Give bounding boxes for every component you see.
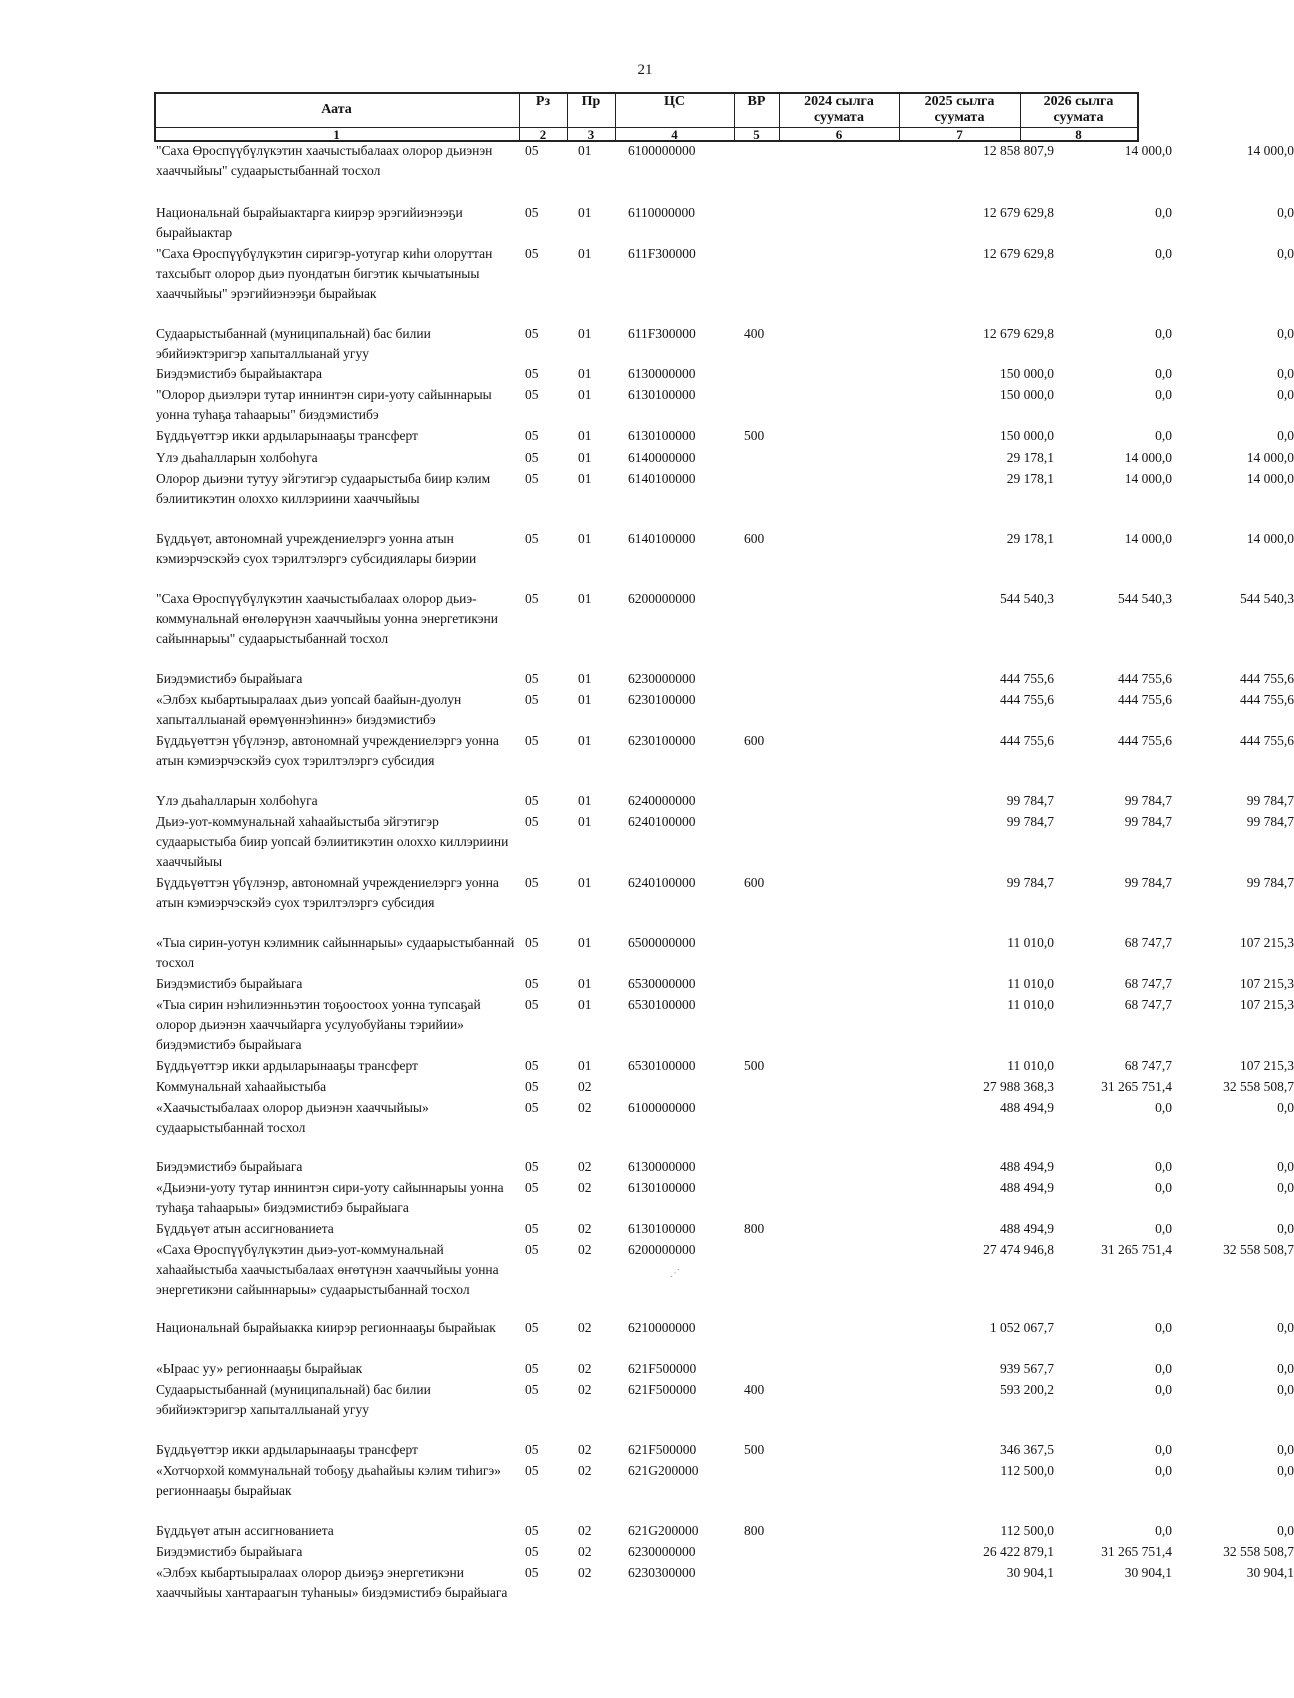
row-cs: 6100000000 <box>628 143 696 158</box>
row-pr: 02 <box>578 1242 592 1257</box>
row-value-2026: 32 558 508,7 <box>1223 1544 1294 1559</box>
row-rz: 05 <box>525 692 539 707</box>
row-vr: 600 <box>744 733 765 748</box>
row-pr: 01 <box>578 671 592 686</box>
row-vr: 600 <box>744 875 765 890</box>
row-rz: 05 <box>525 205 539 220</box>
row-pr: 02 <box>578 1544 592 1559</box>
row-rz: 05 <box>525 1565 539 1580</box>
row-pr: 01 <box>578 246 592 261</box>
row-name: Бүддьүөт атын ассигнованиета <box>156 1221 334 1236</box>
row-value-2024: 99 784,7 <box>1006 793 1054 808</box>
row-rz: 05 <box>525 591 539 606</box>
row-value-2024: 12 679 629,8 <box>983 246 1054 261</box>
row-value-2024: 26 422 879,1 <box>983 1544 1054 1559</box>
row-vr: 400 <box>744 326 765 341</box>
row-rz: 05 <box>525 875 539 890</box>
row-value-2024: 11 010,0 <box>1007 1058 1054 1073</box>
column-number: 6 <box>835 127 843 142</box>
row-value-2026: 0,0 <box>1277 1180 1294 1195</box>
row-name: Бүддьүөттэр икки ардыларынааҕы трансферт <box>156 428 418 443</box>
row-value-2026: 0,0 <box>1277 1221 1294 1236</box>
row-name: «Элбэх кыбартыыралаах дьиэ уопсай баайын-дуолун хапыталлыанай өрөмүөннэһиннэ» биэдэмистибэ <box>156 692 462 727</box>
row-value-2024: 444 755,6 <box>1000 733 1054 748</box>
row-vr: 400 <box>744 1382 765 1397</box>
row-cs: 6130000000 <box>628 366 696 381</box>
column-number: 5 <box>753 127 760 142</box>
row-value-2024: 1 052 067,7 <box>989 1320 1054 1335</box>
row-value-2024: 150 000,0 <box>1000 366 1054 381</box>
row-cs: 621G200000 <box>628 1463 699 1478</box>
row-value-2025: 0,0 <box>1155 366 1172 381</box>
row-value-2025: 14 000,0 <box>1124 450 1172 465</box>
row-value-2024: 99 784,7 <box>1006 875 1054 890</box>
row-pr: 02 <box>578 1361 592 1376</box>
row-value-2025: 31 265 751,4 <box>1101 1079 1172 1094</box>
row-value-2026: 14 000,0 <box>1246 531 1294 546</box>
row-vr: 600 <box>744 531 765 546</box>
row-value-2026: 99 784,7 <box>1246 793 1294 808</box>
row-value-2026: 32 558 508,7 <box>1223 1242 1294 1257</box>
row-value-2024: 112 500,0 <box>1000 1463 1054 1478</box>
row-cs: 611F300000 <box>628 246 696 261</box>
row-cs: 6200000000 <box>628 591 696 606</box>
row-vr: 500 <box>744 1442 765 1457</box>
row-value-2025: 99 784,7 <box>1124 793 1172 808</box>
row-rz: 05 <box>525 997 539 1012</box>
row-value-2025: 68 747,7 <box>1124 935 1172 950</box>
row-rz: 05 <box>525 1463 539 1478</box>
row-value-2024: 11 010,0 <box>1007 935 1054 950</box>
row-rz: 05 <box>525 1221 539 1236</box>
row-name: «Хаачыстыбалаах олорор дьиэнэн хааччыйыы» судаарыстыбаннай тосхол <box>156 1100 429 1135</box>
row-pr: 01 <box>578 935 592 950</box>
column-number: 8 <box>1075 127 1082 142</box>
row-rz: 05 <box>525 428 539 443</box>
row-value-2025: 544 540,3 <box>1118 591 1172 606</box>
row-value-2025: 0,0 <box>1155 205 1172 220</box>
row-pr: 01 <box>578 997 592 1012</box>
row-value-2026: 32 558 508,7 <box>1223 1079 1294 1094</box>
row-value-2026: 0,0 <box>1277 1361 1294 1376</box>
row-name: «Хотчорхой коммунальнай тобоҕу дьаһайыы кэлим тиһигэ» регионнааҕы бырайыак <box>156 1463 501 1498</box>
table-header <box>154 92 1139 140</box>
row-rz: 05 <box>525 531 539 546</box>
row-value-2024: 488 494,9 <box>1000 1221 1054 1236</box>
row-cs: 6130100000 <box>628 387 696 402</box>
row-value-2025: 444 755,6 <box>1118 692 1172 707</box>
row-rz: 05 <box>525 1100 539 1115</box>
row-value-2024: 29 178,1 <box>1006 471 1054 486</box>
row-pr: 02 <box>578 1523 592 1538</box>
row-value-2024: 29 178,1 <box>1006 531 1054 546</box>
row-value-2024: 593 200,2 <box>1000 1382 1054 1397</box>
header-vr: ВР <box>747 94 766 109</box>
row-value-2026: 30 904,1 <box>1246 1565 1294 1580</box>
row-rz: 05 <box>525 450 539 465</box>
row-name: Бүддьүөт атын ассигнованиета <box>156 1523 334 1538</box>
header-pr: Пр <box>581 94 601 109</box>
row-value-2026: 0,0 <box>1277 366 1294 381</box>
row-name: «Элбэх кыбартыыралаах олорор дьиэҕэ энергетикэни хааччыйыы хантараагын туһаныы» биэдэмистибэ бырайыага <box>156 1565 508 1600</box>
row-name: Биэдэмистибэ бырайыага <box>156 1159 303 1174</box>
row-value-2026: 0,0 <box>1277 387 1294 402</box>
row-value-2026: 0,0 <box>1277 205 1294 220</box>
row-rz: 05 <box>525 1442 539 1457</box>
row-cs: 6500000000 <box>628 935 696 950</box>
row-value-2024: 488 494,9 <box>1000 1159 1054 1174</box>
row-value-2026: 444 755,6 <box>1240 692 1294 707</box>
row-value-2026: 107 215,3 <box>1240 1058 1294 1073</box>
row-name: Дьиэ-уот-коммунальнай хаһаайыстыба эйгэтигэр судаарыстыба биир уопсай бэлиитикэтин олоххо киллэриини хааччыйыы <box>156 814 509 869</box>
row-value-2025: 31 265 751,4 <box>1101 1544 1172 1559</box>
row-value-2025: 0,0 <box>1155 1361 1172 1376</box>
row-pr: 02 <box>578 1159 592 1174</box>
row-value-2024: 99 784,7 <box>1006 814 1054 829</box>
column-number: 7 <box>956 127 963 142</box>
row-rz: 05 <box>525 1159 539 1174</box>
row-pr: 01 <box>578 450 592 465</box>
row-value-2025: 0,0 <box>1155 1320 1172 1335</box>
row-value-2025: 0,0 <box>1155 387 1172 402</box>
row-pr: 01 <box>578 205 592 220</box>
header-vline <box>1137 92 1139 141</box>
row-value-2026: 0,0 <box>1277 1463 1294 1478</box>
row-value-2025: 0,0 <box>1155 326 1172 341</box>
row-pr: 02 <box>578 1463 592 1478</box>
row-rz: 05 <box>525 387 539 402</box>
row-pr: 02 <box>578 1079 592 1094</box>
row-pr: 01 <box>578 814 592 829</box>
column-number: 3 <box>587 127 595 142</box>
row-value-2025: 0,0 <box>1155 1159 1172 1174</box>
row-cs: 6130100000 <box>628 428 696 443</box>
row-name: "Олорор дьиэлэри тутар иннинтэн сири-уоту сайыннарыы уонна туһаҕа таһаарыы" биэдэмистибэ <box>156 387 492 422</box>
row-name: «Дьиэни-уоту тутар иннинтэн сири-уоту сайыннарыы уонна туһаҕа таһаарыы» биэдэмистибэ бырайыага <box>156 1180 504 1215</box>
row-value-2026: 0,0 <box>1277 246 1294 261</box>
row-pr: 01 <box>578 366 592 381</box>
row-pr: 01 <box>578 875 592 890</box>
row-value-2025: 68 747,7 <box>1124 1058 1172 1073</box>
row-rz: 05 <box>525 1523 539 1538</box>
row-pr: 01 <box>578 733 592 748</box>
row-value-2025: 0,0 <box>1155 1382 1172 1397</box>
row-cs: 6130100000 <box>628 1180 696 1195</box>
header-2025: 2025 сылга суумата <box>924 94 995 125</box>
row-value-2024: 12 679 629,8 <box>983 205 1054 220</box>
row-rz: 05 <box>525 366 539 381</box>
row-value-2025: 444 755,6 <box>1118 733 1172 748</box>
row-value-2026: 544 540,3 <box>1240 591 1294 606</box>
row-value-2026: 0,0 <box>1277 326 1294 341</box>
row-value-2024: 27 988 368,3 <box>983 1079 1054 1094</box>
row-pr: 01 <box>578 793 592 808</box>
row-rz: 05 <box>525 1544 539 1559</box>
row-cs: 6140100000 <box>628 471 696 486</box>
row-value-2025: 31 265 751,4 <box>1101 1242 1172 1257</box>
row-pr: 01 <box>578 143 592 158</box>
row-pr: 01 <box>578 387 592 402</box>
row-cs: 6140100000 <box>628 531 696 546</box>
row-vr: 800 <box>744 1523 765 1538</box>
row-value-2025: 14 000,0 <box>1124 531 1172 546</box>
row-value-2025: 99 784,7 <box>1124 814 1172 829</box>
row-name: Биэдэмистибэ бырайыага <box>156 671 303 686</box>
row-value-2026: 14 000,0 <box>1246 471 1294 486</box>
row-rz: 05 <box>525 1242 539 1257</box>
row-pr: 01 <box>578 471 592 486</box>
row-value-2024: 346 367,5 <box>1000 1442 1054 1457</box>
row-cs: 611F300000 <box>628 326 696 341</box>
row-value-2026: 0,0 <box>1277 1442 1294 1457</box>
row-value-2024: 444 755,6 <box>1000 692 1054 707</box>
row-rz: 05 <box>525 671 539 686</box>
row-value-2024: 27 474 946,8 <box>983 1242 1054 1257</box>
row-value-2025: 0,0 <box>1155 1221 1172 1236</box>
row-pr: 01 <box>578 531 592 546</box>
row-rz: 05 <box>525 935 539 950</box>
row-value-2025: 14 000,0 <box>1124 471 1172 486</box>
row-cs: 6100000000 <box>628 1100 696 1115</box>
row-name: Судаарыстыбаннай (муниципальнай) бас билии эбийиэктэригэр хапыталлыанай угуу <box>156 326 431 361</box>
row-rz: 05 <box>525 1320 539 1335</box>
row-value-2024: 150 000,0 <box>1000 387 1054 402</box>
row-cs: 6200000000 <box>628 1242 696 1257</box>
row-cs: 6530000000 <box>628 976 696 991</box>
row-vr: 800 <box>744 1221 765 1236</box>
row-value-2024: 444 755,6 <box>1000 671 1054 686</box>
row-value-2025: 0,0 <box>1155 428 1172 443</box>
row-value-2025: 0,0 <box>1155 1523 1172 1538</box>
row-value-2026: 107 215,3 <box>1240 976 1294 991</box>
row-value-2026: 444 755,6 <box>1240 733 1294 748</box>
row-value-2025: 30 904,1 <box>1124 1565 1172 1580</box>
row-cs: 6230300000 <box>628 1565 696 1580</box>
row-cs: 6240100000 <box>628 875 696 890</box>
row-value-2026: 0,0 <box>1277 1159 1294 1174</box>
row-name: Бүддьүөттэр икки ардыларынааҕы трансферт <box>156 1058 418 1073</box>
row-cs: 6230000000 <box>628 671 696 686</box>
row-value-2026: 107 215,3 <box>1240 935 1294 950</box>
row-value-2026: 0,0 <box>1277 1523 1294 1538</box>
row-rz: 05 <box>525 1361 539 1376</box>
row-pr: 02 <box>578 1320 592 1335</box>
row-value-2024: 150 000,0 <box>1000 428 1054 443</box>
row-value-2024: 12 679 629,8 <box>983 326 1054 341</box>
row-value-2024: 939 567,7 <box>1000 1361 1054 1376</box>
row-cs: 6240100000 <box>628 814 696 829</box>
row-pr: 01 <box>578 428 592 443</box>
row-value-2026: 14 000,0 <box>1246 143 1294 158</box>
row-rz: 05 <box>525 1382 539 1397</box>
row-rz: 05 <box>525 976 539 991</box>
row-name: Национальнай бырайыактарга киирэр эрэгийиэнээҕи бырайыактар <box>156 205 463 240</box>
row-name: "Саха Өроспүүбүлүкэтин сиригэр-уотугар киһи олоруттан тахсыбыт олорор дьиэ пуондатын бигэтик кычыатыныы хааччыйыы" эрэгийиэнээҕи бырайыак <box>156 246 493 301</box>
row-vr: 500 <box>744 428 765 443</box>
header-rz: Рз <box>535 94 551 109</box>
row-value-2024: 29 178,1 <box>1006 450 1054 465</box>
row-rz: 05 <box>525 246 539 261</box>
row-rz: 05 <box>525 471 539 486</box>
row-value-2025: 0,0 <box>1155 1180 1172 1195</box>
page-number: 21 <box>637 62 653 78</box>
column-number: 1 <box>333 127 340 142</box>
row-name: «Тыа сирин-уотун кэлимник сайыннарыы» судаарыстыбаннай тосхол <box>156 935 515 970</box>
row-value-2024: 112 500,0 <box>1000 1523 1054 1538</box>
row-pr: 02 <box>578 1565 592 1580</box>
row-cs: 6210000000 <box>628 1320 696 1335</box>
row-cs: 6140000000 <box>628 450 696 465</box>
row-pr: 01 <box>578 1058 592 1073</box>
row-name: Национальнай бырайыакка киирэр регионнааҕы бырайыак <box>156 1320 496 1335</box>
row-pr: 02 <box>578 1221 592 1236</box>
row-value-2025: 0,0 <box>1155 246 1172 261</box>
row-value-2024: 544 540,3 <box>1000 591 1054 606</box>
row-pr: 02 <box>578 1100 592 1115</box>
row-rz: 05 <box>525 143 539 158</box>
row-cs: 6240000000 <box>628 793 696 808</box>
header-2024: 2024 сылга суумата <box>804 94 874 125</box>
row-pr: 02 <box>578 1442 592 1457</box>
row-pr: 01 <box>578 692 592 707</box>
row-value-2026: 99 784,7 <box>1246 814 1294 829</box>
row-cs: 621F500000 <box>628 1382 697 1397</box>
row-value-2025: 0,0 <box>1155 1463 1172 1478</box>
row-value-2026: 0,0 <box>1277 1320 1294 1335</box>
row-value-2026: 0,0 <box>1277 428 1294 443</box>
row-name: Үлэ дьаһалларын холбоһуга <box>156 450 318 465</box>
row-name: Олорор дьиэни тутуу эйгэтигэр судаарыстыба биир кэлим бэлиитикэтин олоххо киллэриини хааччыйыы <box>156 471 491 506</box>
row-cs: 6230100000 <box>628 733 696 748</box>
row-value-2025: 14 000,0 <box>1124 143 1172 158</box>
row-rz: 05 <box>525 1079 539 1094</box>
row-value-2024: 30 904,1 <box>1006 1565 1054 1580</box>
scan-speck: ⋰ <box>670 1268 680 1279</box>
row-value-2026: 107 215,3 <box>1240 997 1294 1012</box>
row-value-2024: 11 010,0 <box>1007 997 1054 1012</box>
row-cs: 621F500000 <box>628 1361 697 1376</box>
row-name: Биэдэмистибэ бырайыага <box>156 976 303 991</box>
row-pr: 01 <box>578 976 592 991</box>
row-cs: 6230000000 <box>628 1544 696 1559</box>
row-value-2025: 99 784,7 <box>1124 875 1172 890</box>
row-value-2024: 488 494,9 <box>1000 1100 1054 1115</box>
row-name: «Ыраас уу» регионнааҕы бырайыак <box>156 1361 363 1376</box>
row-name: "Саха Өроспүүбүлүкэтин хаачыстыбалаах олорор дьиэ-коммунальнай өҥөлөрүнэн хааччыйыы уонна энергетикэни сайыннарыы" судаарыстыбаннай тосхол <box>156 591 499 646</box>
row-value-2025: 0,0 <box>1155 1100 1172 1115</box>
row-rz: 05 <box>525 1180 539 1195</box>
row-pr: 01 <box>578 326 592 341</box>
row-pr: 02 <box>578 1180 592 1195</box>
row-name: Бүддьүөт, автономнай учреждениелэргэ уонна атын кэмиэрчэскэйэ суох тэрилтэлэргэ субсидиялары биэрии <box>156 531 477 566</box>
row-rz: 05 <box>525 793 539 808</box>
row-value-2026: 99 784,7 <box>1246 875 1294 890</box>
row-cs: 6130100000 <box>628 1221 696 1236</box>
row-cs: 6530100000 <box>628 1058 696 1073</box>
row-value-2026: 14 000,0 <box>1246 450 1294 465</box>
row-name: Биэдэмистибэ бырайыактара <box>156 366 323 381</box>
column-number: 2 <box>539 127 547 142</box>
row-rz: 05 <box>525 1058 539 1073</box>
row-value-2026: 0,0 <box>1277 1382 1294 1397</box>
row-name: Үлэ дьаһалларын холбоһуга <box>156 793 318 808</box>
row-value-2026: 0,0 <box>1277 1100 1294 1115</box>
row-cs: 6110000000 <box>628 205 695 220</box>
header-cs: ЦС <box>664 94 685 109</box>
row-name: Бүддьүөттэн үбүлэнэр, автономнай учреждениелэргэ уонна атын кэмиэрчэскэйэ суох тэрилтэлэргэ субсидия <box>156 733 499 768</box>
row-pr: 01 <box>578 591 592 606</box>
row-cs: 6130000000 <box>628 1159 696 1174</box>
row-cs: 6530100000 <box>628 997 696 1012</box>
row-rz: 05 <box>525 733 539 748</box>
row-name: «Саха Өроспүүбүлүкэтин дьиэ-уот-коммунальнай хаһаайыстыба хаачыстыбалаах өҥөтүнэн хааччыйыы уонна энергетикэни сайыннарыы» судаарыстыбаннай тосхол <box>156 1242 499 1297</box>
row-cs: 6230100000 <box>628 692 696 707</box>
row-value-2024: 488 494,9 <box>1000 1180 1054 1195</box>
row-value-2025: 444 755,6 <box>1118 671 1172 686</box>
row-value-2024: 12 858 807,9 <box>983 143 1054 158</box>
row-vr: 500 <box>744 1058 765 1073</box>
row-value-2024: 11 010,0 <box>1007 976 1054 991</box>
row-value-2025: 68 747,7 <box>1124 997 1172 1012</box>
row-name: "Саха Өроспүүбүлүкэтин хаачыстыбалаах олорор дьиэнэн хааччыйыы" судаарыстыбаннай тосхол <box>156 143 493 178</box>
row-value-2025: 0,0 <box>1155 1442 1172 1457</box>
row-rz: 05 <box>525 326 539 341</box>
row-name: Биэдэмистибэ бырайыага <box>156 1544 303 1559</box>
header-name: Аата <box>321 102 352 117</box>
row-name: Коммунальнай хаһаайыстыба <box>156 1079 327 1094</box>
row-cs: 621F500000 <box>628 1442 697 1457</box>
row-name: Бүддьүөттэр икки ардыларынааҕы трансферт <box>156 1442 418 1457</box>
row-name: Бүддьүөттэн үбүлэнэр, автономнай учреждениелэргэ уонна атын кэмиэрчэскэйэ суох тэрилтэлэргэ субсидия <box>156 875 499 910</box>
row-name: Судаарыстыбаннай (муниципальнай) бас билии эбийиэктэригэр хапыталлыанай угуу <box>156 1382 431 1417</box>
column-number: 4 <box>671 127 678 142</box>
row-value-2025: 68 747,7 <box>1124 976 1172 991</box>
row-pr: 02 <box>578 1382 592 1397</box>
header-2026: 2026 сылга суумата <box>1043 94 1114 125</box>
row-value-2026: 444 755,6 <box>1240 671 1294 686</box>
row-name: «Тыа сирин нэһилиэнньэтин тоҕоостоох уонна тупсаҕай олорор дьиэнэн хааччыйарга усулуобуйаны тэрийии» биэдэмистибэ бырайыага <box>156 997 481 1052</box>
row-rz: 05 <box>525 814 539 829</box>
row-cs: 621G200000 <box>628 1523 699 1538</box>
